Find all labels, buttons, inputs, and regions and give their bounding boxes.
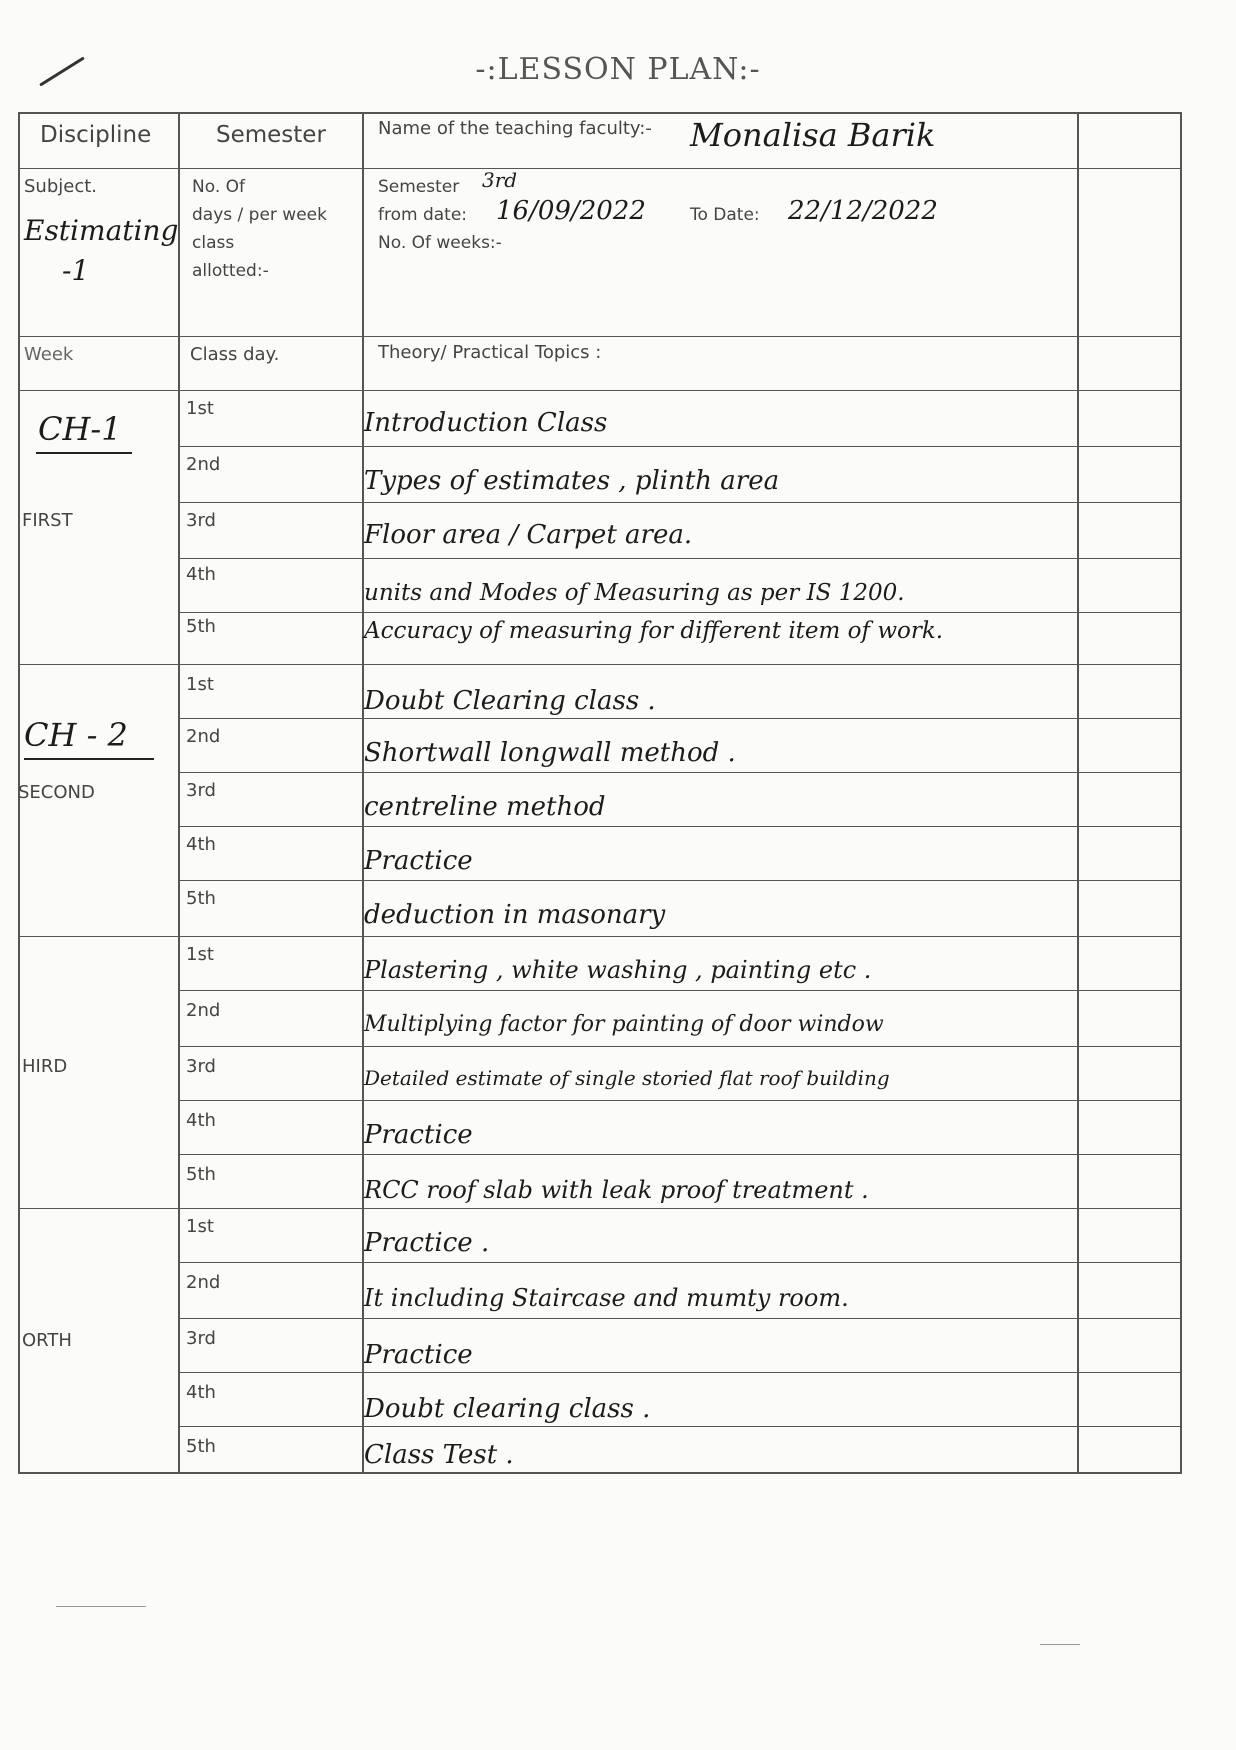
to-date-value: 22/12/2022 (788, 196, 938, 226)
topics-column-header: Theory/ Practical Topics : (378, 342, 602, 363)
topic: Accuracy of measuring for different item of work. (364, 618, 944, 644)
faculty-label: Name of the teaching faculty:- (378, 118, 652, 139)
row-divider-day (178, 1100, 1182, 1101)
row-divider-day (178, 990, 1182, 991)
to-date-label: To Date: (690, 205, 760, 225)
table-border-top (18, 112, 1182, 114)
class-day: 5th (186, 888, 216, 909)
topic: Class Test . (364, 1440, 514, 1470)
week-chapter: CH-1 (38, 410, 122, 448)
row-divider-week-2 (18, 936, 1182, 937)
subject-label: Subject. (24, 176, 98, 197)
row-divider-day (178, 1262, 1182, 1263)
col-divider-1 (178, 112, 180, 1474)
faculty-name: Monalisa Barik (690, 116, 936, 154)
week-label: FIRST (22, 510, 73, 531)
topic: Practice (364, 1340, 473, 1370)
days-label-3: class (192, 233, 235, 253)
topic: Doubt clearing class . (364, 1394, 651, 1424)
row-divider-day (178, 718, 1182, 719)
row-divider-day (178, 1426, 1182, 1427)
row-divider-day (178, 1318, 1182, 1319)
row-divider-day (178, 826, 1182, 827)
class-day: 5th (186, 616, 216, 637)
row-divider-week-3 (18, 1208, 1182, 1209)
row-divider-day (178, 772, 1182, 773)
week-label: HIRD (22, 1056, 68, 1077)
row-divider-day (178, 1372, 1182, 1373)
days-label-1: No. Of (192, 177, 245, 197)
days-label-2: days / per week (192, 205, 327, 225)
scan-mark (1040, 1644, 1080, 1645)
row-divider-day (178, 612, 1182, 613)
discipline-header: Discipline (40, 122, 152, 148)
week-column-header: Week (24, 344, 74, 365)
from-date-value: 16/09/2022 (496, 196, 646, 226)
week-label: SECOND (18, 782, 95, 803)
row-divider-day (178, 1046, 1182, 1047)
class-day-column-header: Class day. (190, 344, 280, 365)
topic: Doubt Clearing class . (364, 686, 656, 716)
days-label-4: allotted:- (192, 261, 269, 281)
chapter-underline (36, 452, 132, 454)
table-border-bottom (18, 1472, 1182, 1474)
topic: Practice (364, 1120, 473, 1150)
topic: centreline method (364, 792, 606, 822)
topic: Types of estimates , plinth area (364, 466, 780, 496)
class-day: 1st (186, 674, 214, 695)
row-divider-columns (18, 390, 1182, 391)
col-divider-3 (1077, 112, 1079, 1474)
topic: Multiplying factor for painting of door window (364, 1012, 884, 1037)
class-day: 3rd (186, 780, 216, 801)
class-day: 3rd (186, 1328, 216, 1349)
semester-value: 3rd (482, 168, 518, 192)
scan-mark (56, 1606, 146, 1607)
week-chapter: CH - 2 (24, 716, 128, 754)
topic: Plastering , white washing , painting etc . (364, 956, 872, 984)
topic: Shortwall longwall method . (364, 738, 736, 768)
row-divider-day (178, 1154, 1182, 1155)
class-day: 2nd (186, 454, 221, 475)
class-day: 4th (186, 564, 216, 585)
semester-header: Semester (216, 122, 326, 148)
class-day: 3rd (186, 1056, 216, 1077)
row-divider-day (178, 446, 1182, 447)
topic: deduction in masonary (364, 900, 666, 930)
class-day: 3rd (186, 510, 216, 531)
row-divider-header (18, 168, 1182, 169)
row-divider-day (178, 558, 1182, 559)
topic: Practice (364, 846, 473, 876)
topic: Floor area / Carpet area. (364, 520, 693, 550)
topic: units and Modes of Measuring as per IS 1200. (364, 580, 905, 606)
page-title: -:LESSON PLAN:- (475, 52, 761, 87)
row-divider-info (18, 336, 1182, 337)
week-label: ORTH (22, 1330, 72, 1351)
topic: Detailed estimate of single storied flat roof building (364, 1066, 890, 1090)
class-day: 1st (186, 398, 214, 419)
row-divider-day (178, 880, 1182, 881)
row-divider-week-1 (18, 664, 1182, 665)
table-border-right (1180, 112, 1182, 1474)
class-day: 1st (186, 1216, 214, 1237)
class-day: 2nd (186, 1272, 221, 1293)
row-divider-day (178, 502, 1182, 503)
weeks-label: No. Of weeks:- (378, 233, 502, 253)
class-day: 4th (186, 1382, 216, 1403)
class-day: 2nd (186, 726, 221, 747)
class-day: 4th (186, 834, 216, 855)
subject-value: Estimating (24, 214, 179, 247)
class-day: 1st (186, 944, 214, 965)
topic: Introduction Class (364, 408, 608, 438)
subject-value-suffix: -1 (62, 254, 90, 287)
class-day: 5th (186, 1164, 216, 1185)
topic: Practice . (364, 1228, 490, 1258)
class-day: 5th (186, 1436, 216, 1457)
class-day: 4th (186, 1110, 216, 1131)
chapter-underline (24, 758, 154, 760)
class-day: 2nd (186, 1000, 221, 1021)
from-date-label: from date: (378, 205, 468, 225)
semester-field-label: Semester (378, 177, 460, 197)
topic: It including Staircase and mumty room. (364, 1284, 849, 1312)
topic: RCC roof slab with leak proof treatment . (364, 1176, 869, 1204)
